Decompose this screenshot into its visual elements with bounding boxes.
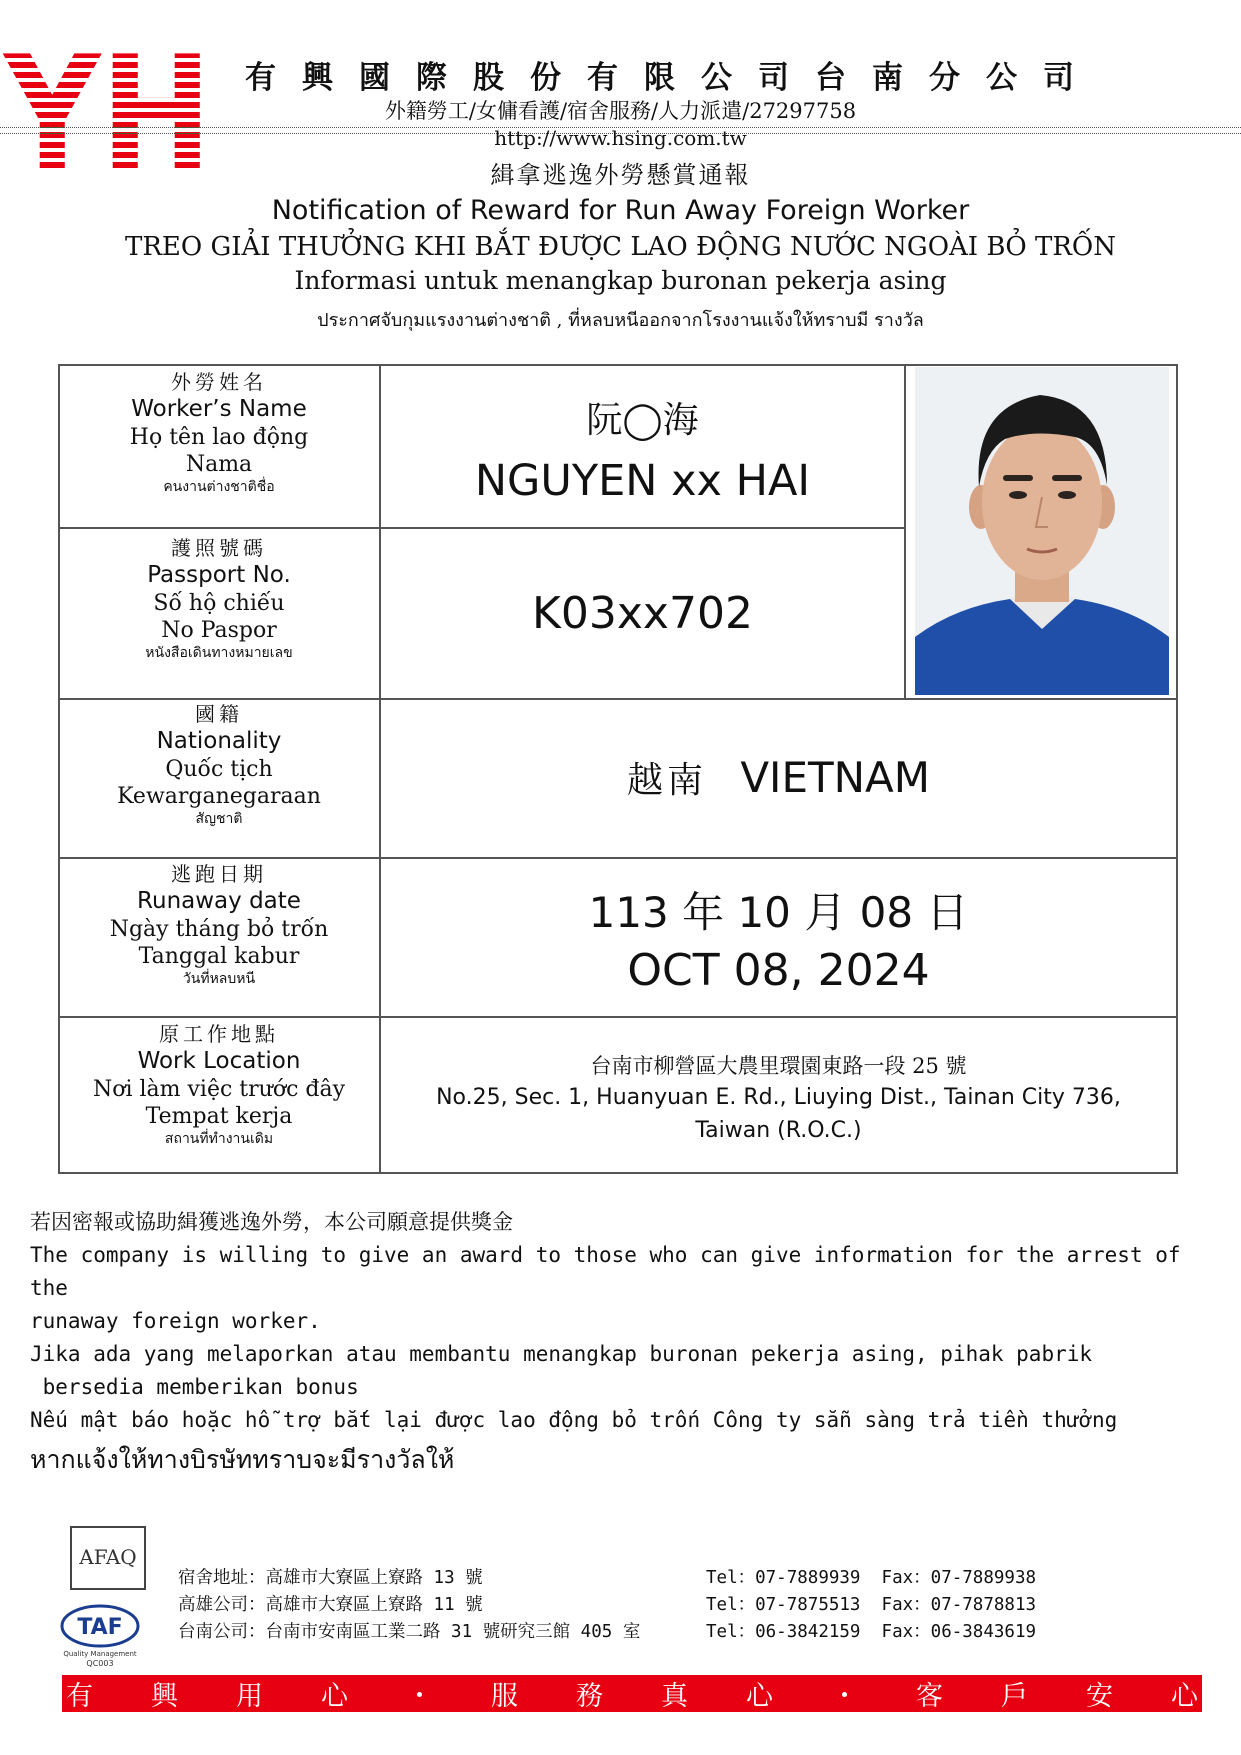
passport-value: K03xx702 [532, 588, 753, 639]
phone-line [706, 1619, 1036, 1646]
svg-text:TAF: TAF [77, 1615, 123, 1640]
label-en: Passport No. [147, 562, 291, 588]
slogan-char: 安 [1086, 1681, 1113, 1712]
label-en: Nationality [156, 728, 282, 754]
label-vi: Ngày tháng bỏ trốn [109, 916, 329, 942]
label-th: สัญชาติ [195, 810, 243, 827]
table-divider [58, 527, 906, 529]
footer-addresses [178, 1565, 640, 1646]
company-services: 外籍勞工/女傭看護/宿舍服務/人力派遣/27297758 [384, 99, 857, 123]
slogan-char: 用 [236, 1681, 263, 1712]
label-id: Nama [185, 452, 253, 478]
notice-en-line2: runaway foreign worker. [30, 1309, 321, 1333]
svg-text:QC003: QC003 [86, 1659, 114, 1668]
company-name: 有興國際股份有限公司台南分公司 [245, 60, 1100, 96]
nationality-label [60, 702, 378, 828]
label-th: คนงานต่างชาติชื่อ [163, 478, 275, 495]
runaway-date-label [60, 862, 378, 988]
slogan-char: 心 [321, 1681, 348, 1712]
nationality-value-zh: 越南 [626, 760, 707, 801]
label-vi: Số hộ chiếu [153, 590, 285, 616]
notice-id-line2: bersedia memberikan bonus [30, 1375, 359, 1399]
title-vi: TREO GIẢI THƯỞNG KHI BẮT ĐƯỢC LAO ĐỘNG NƯỚC NGOÀI BỎ TRỐN [124, 232, 1116, 262]
title-id: Informasi untuk menangkap buronan pekerja asing [294, 266, 947, 295]
label-th: สถานที่ทำงานเดิม [164, 1130, 274, 1147]
table-divider [58, 698, 1178, 700]
slogan-char: 客 [916, 1681, 943, 1712]
slogan-char: 務 [576, 1681, 603, 1712]
label-id: Tanggal kabur [138, 944, 300, 970]
slogan-char: ・ [831, 1681, 858, 1712]
slogan-char: 有 [66, 1681, 93, 1712]
label-en: Runaway date [137, 888, 301, 914]
nationality-value-en: VIETNAM [740, 753, 931, 802]
notice-id-line1: Jika ada yang melaporkan atau membantu menangkap buronan pekerja asing, pihak pabrik [30, 1342, 1093, 1366]
notice-vi: Nếu mật báo hoặc hỗ trợ bắt lại được lao động bỏ trốn Công ty sẵn sàng trả tiền thưởng [30, 1408, 1118, 1432]
nationality-value [381, 752, 1176, 803]
work-location-en-line2: Taiwan (R.O.C.) [695, 1118, 862, 1143]
title-th: ประกาศจับกุมแรงงานต่างชาติ , ที่หลบหนีออกจากโรงงานแจ้งให้ทราบมี รางวัล [317, 310, 924, 331]
tel-number: Tel：07-7889939 [706, 1568, 861, 1588]
label-en: Work Location [137, 1048, 301, 1074]
table-divider [58, 1016, 1178, 1018]
fax-number: Fax：07-7889938 [881, 1568, 1037, 1588]
taf-cert-logo [57, 1600, 143, 1670]
label-zh: 護照號碼 [171, 536, 267, 560]
slogan-char: 興 [151, 1681, 178, 1712]
label-vi: Họ tên lao động [129, 424, 309, 450]
passport-label [60, 536, 378, 662]
label-id: No Paspor [161, 618, 277, 644]
notice-en-line1: The company is willing to give an award to those who can give information for the arrest of the [30, 1243, 1181, 1300]
worker-photo [915, 367, 1169, 695]
slogan-char: ・ [406, 1681, 433, 1712]
label-zh: 原工作地點 [159, 1022, 279, 1046]
label-zh: 外勞姓名 [171, 370, 267, 394]
name-value-zh: 阮◯海 [586, 400, 699, 441]
table-divider [904, 364, 906, 699]
address-line: 高雄公司：高雄市大寮區上寮路 11 號 [178, 1595, 483, 1615]
address-line: 台南公司：台南市安南區工業二路 31 號研究三館 405 室 [178, 1622, 641, 1642]
phone-line [706, 1565, 1036, 1592]
label-zh: 逃跑日期 [171, 862, 267, 886]
work-location-en-line1: No.25, Sec. 1, Huanyuan E. Rd., Liuying Dist., Tainan City 736, [436, 1085, 1121, 1110]
slogan-banner [62, 1675, 1202, 1712]
notice-zh: 若因密報或協助緝獲逃逸外勞，本公司願意提供獎金 [30, 1210, 513, 1234]
label-id: Tempat kerja [145, 1104, 293, 1130]
slogan-char: 心 [1171, 1681, 1198, 1712]
fax-number: Fax：07-7878813 [881, 1595, 1037, 1615]
runaway-date-en: OCT 08, 2024 [627, 945, 930, 996]
fax-number: Fax：06-3843619 [881, 1622, 1037, 1642]
work-location-label [60, 1022, 378, 1148]
phone-line [706, 1592, 1036, 1619]
tel-number: Tel：07-7875513 [706, 1595, 861, 1615]
label-th: หนังสือเดินทางหมายเลข [145, 644, 293, 661]
label-th: วันที่หลบหนี [182, 970, 256, 987]
slogan-char: 心 [746, 1681, 773, 1712]
label-vi: Quốc tịch [165, 756, 273, 782]
svg-text:YH: YH [2, 21, 212, 208]
name-label [60, 370, 378, 496]
label-en: Worker’s Name [131, 396, 307, 422]
svg-text:Quality Management: Quality Management [63, 1650, 137, 1658]
title-zh: 緝拿逃逸外勞懸賞通報 [490, 161, 751, 189]
work-location-zh: 台南市柳營區大農里環園東路一段 25 號 [590, 1054, 967, 1078]
notice-th: หากแจ้งให้ทางบิรษัททราบจะมีรางวัลให้ [30, 1445, 455, 1474]
name-value-en: NGUYEN xx HAI [474, 456, 811, 506]
slogan-char: 真 [661, 1681, 688, 1712]
slogan-char: 服 [491, 1681, 518, 1712]
table-divider [58, 857, 1178, 859]
company-website[interactable]: http://www.hsing.com.tw [494, 126, 747, 150]
reward-notice [30, 1206, 1220, 1476]
worker-portrait [915, 367, 1169, 695]
footer-phones [706, 1565, 1036, 1646]
runaway-date-roc: 113 年 10 月 08 日 [588, 888, 969, 937]
title-en: Notification of Reward for Run Away Foreign Worker [271, 195, 970, 226]
afaq-cert-logo [70, 1526, 146, 1590]
address-line: 宿舍地址：高雄市大寮區上寮路 13 號 [178, 1568, 483, 1588]
tel-number: Tel：06-3842159 [706, 1622, 861, 1642]
label-vi: Nơi làm việc trước đây [92, 1076, 346, 1102]
label-id: Kewarganegaraan [117, 784, 321, 810]
label-zh: 國籍 [195, 702, 243, 726]
slogan-char: 戶 [1001, 1681, 1028, 1712]
svg-text:AFAQ: AFAQ [79, 1545, 137, 1569]
